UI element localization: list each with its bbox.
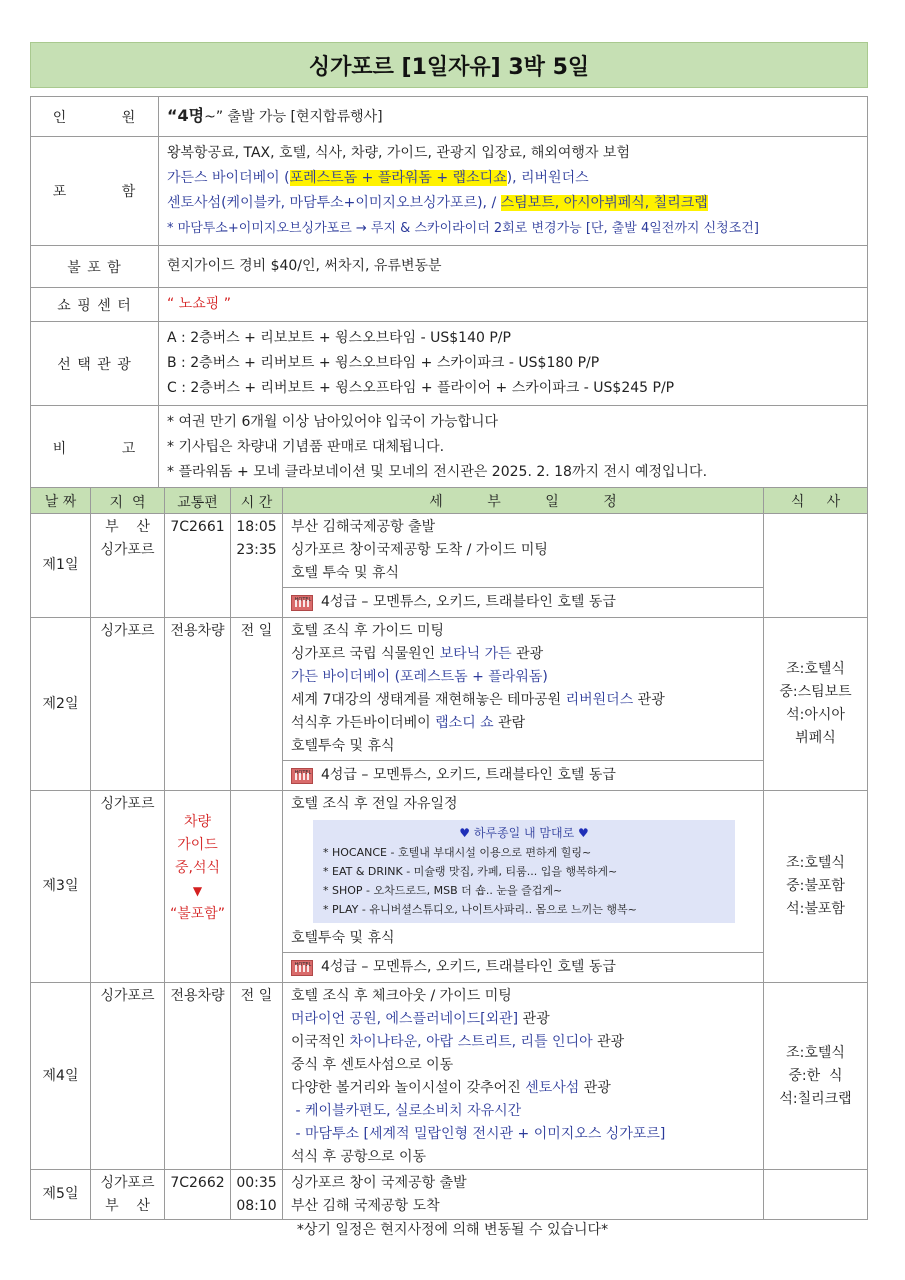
day-1-hotel-text: 4성급 – 모멘튜스, 오키드, 트래블타인 호텔 동급 bbox=[321, 594, 616, 610]
day-3-meal-2: 중:불포함 bbox=[786, 878, 845, 894]
day-4-line-3c: 관광 bbox=[592, 1034, 625, 1050]
include-line-2c: ), 리버원더스 bbox=[506, 170, 589, 186]
day-4-line-4: 중식 후 센토사섬으로 이동 bbox=[291, 1057, 454, 1073]
day-4-line-8: 석식 후 공항으로 이동 bbox=[291, 1149, 427, 1165]
day-2-transport: 전용차량 bbox=[165, 618, 231, 791]
include-line-1: 왕복항공료, TAX, 호텔, 식사, 차량, 가이드, 관광지 입장료, 해외여행자 보험 bbox=[167, 145, 630, 161]
day-1-time-1: 18:05 bbox=[236, 519, 277, 535]
day-2-meal-3: 석:아시아 bbox=[786, 707, 845, 723]
day-1-line-3: 호텔 투숙 및 휴식 bbox=[291, 565, 400, 581]
option-label: 선 택 관 광 bbox=[31, 322, 159, 406]
day-5-region bbox=[91, 1170, 165, 1220]
day-5-label: 제5일 bbox=[31, 1170, 91, 1220]
day-2-region: 싱가포르 bbox=[91, 618, 165, 791]
day-4-line-2a: 머라이언 공원, 에스플러네이드[외관] bbox=[291, 1011, 519, 1027]
info-table bbox=[30, 96, 868, 490]
people-value bbox=[159, 97, 868, 137]
day-2-meal-2: 중:스팀보트 bbox=[779, 684, 852, 700]
free-day-box bbox=[313, 820, 735, 923]
day-4-region: 싱가포르 bbox=[91, 983, 165, 1170]
option-value bbox=[159, 322, 868, 406]
day-2-line-4b: 리버원더스 bbox=[565, 692, 634, 708]
people-count: “4명 bbox=[167, 106, 205, 125]
day-3-time bbox=[231, 791, 283, 983]
free-day-heading bbox=[323, 824, 725, 843]
day-2-line-5b: 랩소디 쇼 bbox=[435, 715, 494, 731]
day-3-hotel-text: 4성급 – 모멘튜스, 오키드, 트래블타인 호텔 동급 bbox=[321, 959, 616, 975]
day-2-meal-4: 뷔페식 bbox=[795, 730, 836, 746]
down-arrow-icon: ▼ bbox=[192, 884, 203, 898]
day-3-label: 제3일 bbox=[31, 791, 91, 983]
header-transport: 교통편 bbox=[165, 488, 231, 514]
day-2-detail bbox=[283, 618, 764, 791]
header-time: 시 간 bbox=[231, 488, 283, 514]
day-1-hotel bbox=[283, 587, 763, 617]
day-2-row bbox=[31, 618, 868, 791]
day-2-line-5a: 석식후 가든바이더베이 bbox=[291, 715, 436, 731]
day-1-meal bbox=[764, 514, 868, 618]
day-2-meal-1: 조:호텔식 bbox=[786, 661, 845, 677]
day-1-region bbox=[91, 514, 165, 618]
day-5-detail bbox=[283, 1170, 764, 1220]
free-day-item-1: * HOCANCE - 호텔내 부대시설 이용으로 편하게 힐링~ bbox=[323, 846, 592, 859]
option-b: B : 2층버스 + 리버보트 + 윙스오브타임 + 스카이파크 - US$180 P/P bbox=[167, 355, 600, 371]
day-2-line-4 bbox=[291, 689, 755, 712]
header-detail: 세 부 일 정 bbox=[283, 488, 764, 514]
day-2-line-2a: 싱가포르 국립 식물원인 bbox=[291, 646, 440, 662]
day-4-line-1: 호텔 조식 후 체크아웃 / 가이드 미팅 bbox=[291, 988, 512, 1004]
include-line-2 bbox=[167, 166, 859, 191]
day-2-label: 제2일 bbox=[31, 618, 91, 791]
day-3-detail bbox=[283, 791, 764, 983]
day-3-meal bbox=[764, 791, 868, 983]
remark-value bbox=[159, 406, 868, 490]
day-4-label: 제4일 bbox=[31, 983, 91, 1170]
heart-icon: ♥ bbox=[578, 826, 589, 840]
include-label: 포 함 bbox=[31, 137, 159, 246]
day-4-meal-3: 석:칠리크랩 bbox=[779, 1090, 852, 1107]
day-4-line-7: - 마담투소 [세계적 밀랍인형 전시관 + 이미지오스 싱가포르] bbox=[291, 1126, 666, 1142]
day-2-meal bbox=[764, 618, 868, 791]
day-5-flight: 7C2662 bbox=[165, 1170, 231, 1220]
hotel-icon bbox=[291, 595, 313, 611]
day-4-meal-1: 조:호텔식 bbox=[786, 1044, 845, 1061]
day-5-region-2: 부 산 bbox=[105, 1198, 150, 1214]
header-meal: 식 사 bbox=[764, 488, 868, 514]
include-line-3b: 스팀보트, 아시아뷔페식, 칠리크랩 bbox=[500, 195, 708, 211]
free-day-item-2: * EAT & DRINK - 미슐랭 맛집, 카페, 티룸... 입을 행복하게~ bbox=[323, 865, 618, 878]
header-day: 날 짜 bbox=[31, 488, 91, 514]
day-4-line-3a: 이국적인 bbox=[291, 1034, 350, 1050]
day-1-time bbox=[231, 514, 283, 618]
day-5-meal bbox=[764, 1170, 868, 1220]
day-4-line-2 bbox=[291, 1008, 755, 1031]
day-3-transport bbox=[165, 791, 231, 983]
day-4-transport: 전용차량 bbox=[165, 983, 231, 1170]
shopping-value: “ 노쇼핑 ” bbox=[159, 288, 868, 322]
include-line-2a: 가든스 바이더베이 ( bbox=[167, 170, 290, 186]
option-c: C : 2층버스 + 리버보트 + 윙스오프타임 + 플라이어 + 스카이파크 - US$245 P/P bbox=[167, 380, 675, 396]
day-3-line-2: 호텔투숙 및 휴식 bbox=[291, 930, 395, 946]
shopping-label: 쇼 핑 센 터 bbox=[31, 288, 159, 322]
day-2-hotel bbox=[283, 760, 763, 790]
day-5-line-1: 싱가포르 창이 국제공항 출발 bbox=[291, 1175, 467, 1191]
free-day-item-4: * PLAY - 유니버셜스튜디오, 나이트사파리.. 몸으로 느끼는 행복~ bbox=[323, 903, 637, 916]
day-4-line-3b: 차이나타운, 아랍 스트리트, 리틀 인디아 bbox=[349, 1034, 593, 1050]
include-line-3 bbox=[167, 191, 859, 216]
day-4-meal bbox=[764, 983, 868, 1170]
day-2-line-2c: 관광 bbox=[511, 646, 544, 662]
hotel-icon bbox=[291, 960, 313, 976]
day-4-line-5 bbox=[291, 1077, 755, 1100]
day-2-line-4a: 세계 7대강의 생태계를 재현해놓은 테마공원 bbox=[291, 692, 566, 708]
schedule-table bbox=[30, 487, 868, 1220]
day-1-label: 제1일 bbox=[31, 514, 91, 618]
include-value bbox=[159, 137, 868, 246]
exclude-value: 현지가이드 경비 $40/인, 써차지, 유류변동분 bbox=[159, 246, 868, 288]
remark-1: * 여권 만기 6개월 이상 남아있어야 입국이 가능합니다 bbox=[167, 414, 499, 430]
day-2-line-6: 호텔투숙 및 휴식 bbox=[291, 738, 395, 754]
day-4-line-5b: 센토사섬 bbox=[525, 1080, 580, 1096]
day-1-line-2: 싱가포르 창이국제공항 도착 / 가이드 미팅 bbox=[291, 542, 548, 558]
day-3-meal-3: 석:불포함 bbox=[786, 901, 845, 917]
day-2-line-5c: 관람 bbox=[493, 715, 526, 731]
day-2-line-5 bbox=[291, 712, 755, 735]
day-1-row bbox=[31, 514, 868, 618]
remark-3: * 플라워돔 + 모네 클라보네이션 및 모네의 전시관은 2025. 2. 18까지 전시 예정입니다. bbox=[167, 464, 708, 480]
day-1-region-2: 싱가포르 bbox=[100, 542, 155, 558]
day-4-line-2b: 관광 bbox=[518, 1011, 550, 1027]
include-line-3a: 센토사섬(케이블카, 마담투소+이미지오브싱가포르), / bbox=[167, 195, 501, 211]
day-4-row bbox=[31, 983, 868, 1170]
day-3-meal-1: 조:호텔식 bbox=[786, 855, 845, 871]
day-3-trans-4: “불포함” bbox=[169, 906, 226, 922]
day-5-line-2: 부산 김해 국제공항 도착 bbox=[291, 1198, 440, 1214]
header-region: 지 역 bbox=[91, 488, 165, 514]
remark-2: * 기사팁은 차량내 기념품 판매로 대체됩니다. bbox=[167, 439, 445, 455]
day-3-row bbox=[31, 791, 868, 983]
day-5-time bbox=[231, 1170, 283, 1220]
day-3-trans-3: 중,석식 bbox=[174, 860, 221, 876]
option-a: A : 2층버스 + 리보보트 + 윙스오브타임 - US$140 P/P bbox=[167, 330, 511, 346]
people-note: ~” 출발 가능 [현지합류행사] bbox=[204, 109, 383, 125]
day-1-detail bbox=[283, 514, 764, 618]
day-4-line-6: - 케이블카편도, 실로소비치 자유시간 bbox=[291, 1103, 522, 1119]
day-2-time: 전 일 bbox=[231, 618, 283, 791]
day-2-line-2 bbox=[291, 643, 755, 666]
include-line-4: * 마담투소+이미지오브싱가포르 → 루지 & 스카이라이더 2회로 변경가능 [단, 출발 4일전까지 신청조건] bbox=[167, 221, 759, 236]
day-2-line-2b: 보타닉 가든 bbox=[439, 646, 512, 662]
day-4-time: 전 일 bbox=[231, 983, 283, 1170]
people-label: 인 원 bbox=[31, 97, 159, 137]
day-5-time-2: 08:10 bbox=[236, 1198, 277, 1214]
day-5-time-1: 00:35 bbox=[236, 1175, 277, 1191]
page-title: 싱가포르 [1일자유] 3박 5일 bbox=[30, 42, 868, 88]
remark-label: 비 고 bbox=[31, 406, 159, 490]
include-line-2b: 포레스트돔 + 플라워돔 + 랩소디쇼 bbox=[289, 170, 507, 186]
day-3-trans-1: 차량 bbox=[183, 814, 212, 830]
exclude-label: 불 포 함 bbox=[31, 246, 159, 288]
day-4-line-5c: 관광 bbox=[579, 1080, 611, 1096]
day-2-line-1: 호텔 조식 후 가이드 미팅 bbox=[291, 623, 445, 639]
free-day-item-3: * SHOP - 오차드로드, MSB 더 숍.. 눈을 즐겁게~ bbox=[323, 884, 563, 897]
day-1-line-1: 부산 김해국제공항 출발 bbox=[291, 519, 436, 535]
day-1-region-1: 부 산 bbox=[105, 519, 150, 535]
day-1-time-2: 23:35 bbox=[236, 542, 277, 558]
day-3-line-1: 호텔 조식 후 전일 자유일정 bbox=[291, 796, 458, 812]
heart-icon: ♥ bbox=[459, 826, 470, 840]
day-3-trans-2: 가이드 bbox=[177, 837, 218, 853]
day-1-flight: 7C2661 bbox=[165, 514, 231, 618]
day-3-region: 싱가포르 bbox=[91, 791, 165, 983]
hotel-icon bbox=[291, 768, 313, 784]
footer-note: *상기 일정은 현지사정에 의해 변동될 수 있습니다* bbox=[296, 1222, 609, 1238]
day-2-line-3: 가든 바이더베이 (포레스트돔 + 플라워돔) bbox=[291, 669, 548, 685]
day-4-line-3 bbox=[291, 1031, 755, 1054]
day-3-hotel bbox=[283, 952, 763, 982]
day-4-line-5a: 다양한 볼거리와 놀이시설이 갖추어진 bbox=[291, 1080, 526, 1096]
day-2-hotel-text: 4성급 – 모멘튜스, 오키드, 트래블타인 호텔 동급 bbox=[321, 767, 616, 783]
day-5-region-1: 싱가포르 bbox=[100, 1175, 155, 1191]
day-2-line-4c: 관광 bbox=[633, 692, 665, 708]
day-4-detail bbox=[283, 983, 764, 1170]
free-day-heading-text: 하루종일 내 맘대로 bbox=[470, 826, 578, 840]
day-5-row bbox=[31, 1170, 868, 1220]
day-4-meal-2: 중:한 식 bbox=[788, 1067, 843, 1084]
